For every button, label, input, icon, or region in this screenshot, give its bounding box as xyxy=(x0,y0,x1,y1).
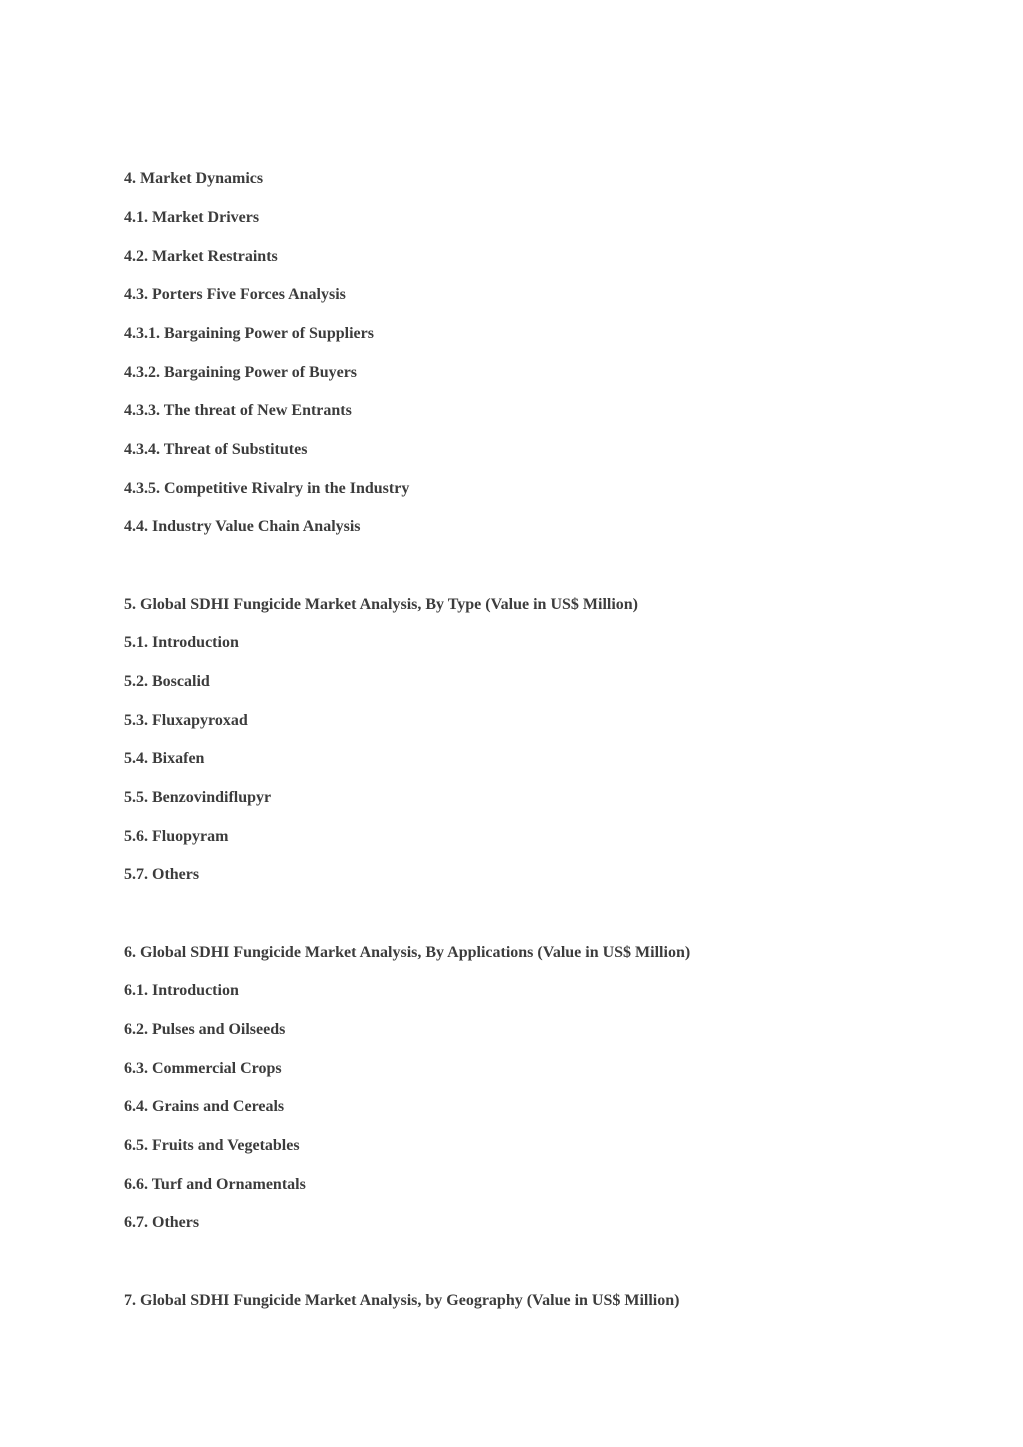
toc-item: 6.2. Pulses and Oilseeds xyxy=(124,1021,286,1038)
toc-item: 4.4. Industry Value Chain Analysis xyxy=(124,518,361,535)
toc-item: 5.7. Others xyxy=(124,866,200,883)
toc-item: 6.3. Commercial Crops xyxy=(124,1060,282,1077)
section-4-heading: 4. Market Dynamics xyxy=(124,170,264,187)
toc-item: 6.5. Fruits and Vegetables xyxy=(124,1137,300,1154)
toc-item: 4.3.1. Bargaining Power of Suppliers xyxy=(124,325,374,342)
section-5-heading: 5. Global SDHI Fungicide Market Analysis, By Type (Value in US$ Million) xyxy=(124,596,638,613)
toc-item: 4.2. Market Restraints xyxy=(124,248,278,265)
toc-item: 4.3.2. Bargaining Power of Buyers xyxy=(124,364,358,381)
toc-item: 6.7. Others xyxy=(124,1214,200,1231)
toc-item: 4.3. Porters Five Forces Analysis xyxy=(124,286,346,303)
toc-item: 6.1. Introduction xyxy=(124,982,239,999)
toc-item: 4.3.5. Competitive Rivalry in the Industry xyxy=(124,480,410,497)
toc-item: 4.3.4. Threat of Substitutes xyxy=(124,441,308,458)
toc-item: 4.1. Market Drivers xyxy=(124,209,260,226)
section-7-heading: 7. Global SDHI Fungicide Market Analysis, by Geography (Value in US$ Million) xyxy=(124,1292,680,1309)
toc-item: 5.3. Fluxapyroxad xyxy=(124,712,248,729)
toc-item: 5.5. Benzovindiflupyr xyxy=(124,789,272,806)
toc-item: 6.6. Turf and Ornamentals xyxy=(124,1176,306,1193)
toc-item: 5.4. Bixafen xyxy=(124,750,205,767)
toc-item: 4.3.3. The threat of New Entrants xyxy=(124,402,352,419)
toc-item: 6.4. Grains and Cereals xyxy=(124,1098,285,1115)
section-6-heading: 6. Global SDHI Fungicide Market Analysis, By Applications (Value in US$ Million) xyxy=(124,944,691,961)
toc-item: 5.1. Introduction xyxy=(124,634,239,651)
toc-item: 5.2. Boscalid xyxy=(124,673,210,690)
toc-item: 5.6. Fluopyram xyxy=(124,828,229,845)
